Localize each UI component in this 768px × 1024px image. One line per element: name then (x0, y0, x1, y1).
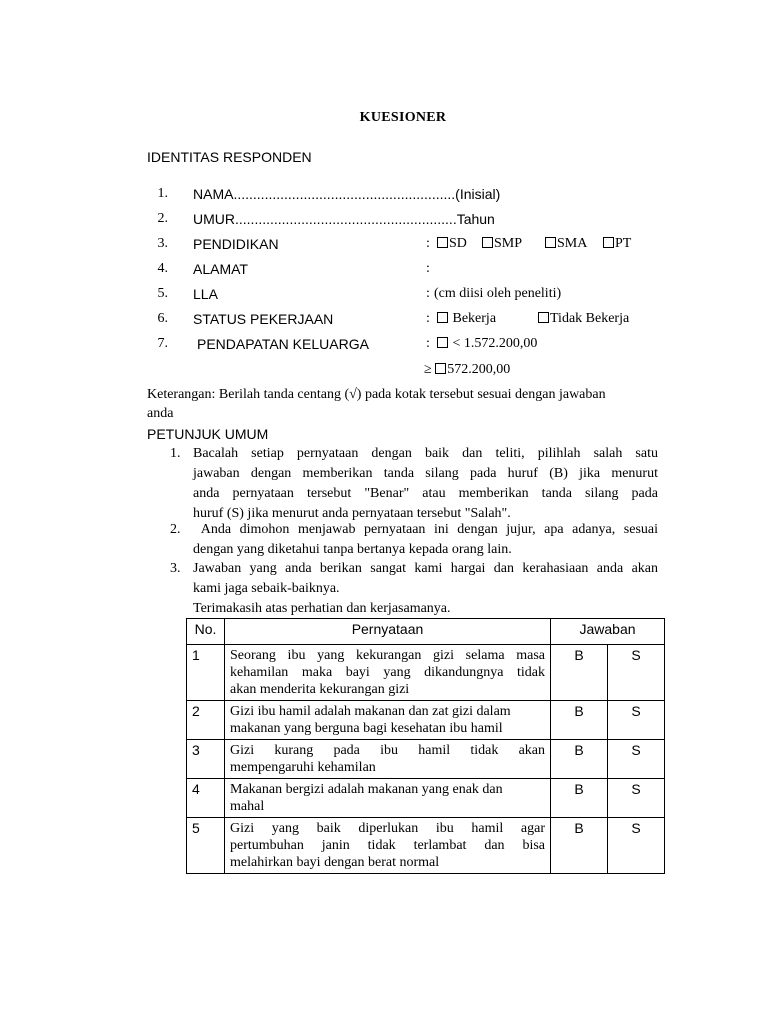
header-answer: Jawaban (551, 619, 665, 645)
answer-s[interactable]: S (608, 779, 665, 818)
checkbox-bekerja[interactable] (437, 312, 448, 323)
option-smp: SMP (494, 236, 523, 251)
header-no: No. (187, 619, 225, 645)
table-row: 1 Seorang ibu yang kekurangan gizi selama masa kehamilan maka bayi yang dikandungnya tidak akan menderita kekurangan gizi B S (187, 645, 665, 701)
option-pt: PT (615, 236, 632, 251)
header-statement: Pernyataan (225, 619, 551, 645)
statement-cell: Seorang ibu yang kekurangan gizi selama masa kehamilan maka bayi yang dikandungnya tidak akan menderita kekurangan gizi (225, 645, 551, 701)
keterangan-line-2: anda (147, 406, 174, 421)
answer-b[interactable]: B (551, 740, 608, 779)
document-title: KUESIONER (359, 110, 447, 125)
identity-heading: IDENTITAS RESPONDEN (147, 149, 312, 165)
answer-s[interactable]: S (608, 701, 665, 740)
answer-b[interactable]: B (551, 779, 608, 818)
thanks-text: Terimakasih atas perhatian dan kerjasamanya. (193, 601, 451, 616)
checkbox-sd[interactable] (437, 237, 448, 248)
checkbox-smp[interactable] (482, 237, 493, 248)
table-row: 5 Gizi yang baik diperlukan ibu hamil agar pertumbuhan janin tidak terlambat dan bisa melahirkan bayi dengan berat normal B S (187, 818, 665, 874)
statement-cell: Gizi ibu hamil adalah makanan dan zat gizi dalam makanan yang berguna bagi kesehatan ibu hamil (225, 701, 551, 740)
table-row: 4 Makanan bergizi adalah makanan yang enak dan mahal B S (187, 779, 665, 818)
option-income-low: < 1.572.200,00 (452, 336, 538, 351)
checkbox-income-high[interactable] (435, 363, 446, 374)
option-sd: SD (449, 236, 467, 251)
questionnaire-table (186, 618, 665, 874)
option-sma: SMA (557, 236, 588, 251)
petunjuk-item-1: 1. Bacalah setiap pernyataan dengan baik dan teliti, pilihlah salah satu jawaban dengan memberikan tanda silang pada huruf (B) jika menurut anda pernyataan tersebut "Benar" atau memberikan tanda silang pada huruf (S) jika menurut anda pernyataan tersebut "Salah". (170, 446, 658, 521)
option-income-high: 572.200,00 (447, 362, 511, 377)
field-pendidikan-label: PENDIDIKAN (193, 236, 279, 252)
table-header-row (187, 619, 665, 645)
table-row: 3 Gizi kurang pada ibu hamil tidak akan mempengaruhi kehamilan B S (187, 740, 665, 779)
field-alamat-label: ALAMAT (193, 261, 248, 277)
answer-b[interactable]: B (551, 645, 608, 701)
answer-b[interactable]: B (551, 701, 608, 740)
statement-cell: Gizi yang baik diperlukan ibu hamil agar pertumbuhan janin tidak terlambat dan bisa melahirkan bayi dengan berat normal (225, 818, 551, 874)
statement-cell: Makanan bergizi adalah makanan yang enak dan mahal (225, 779, 551, 818)
answer-b[interactable]: B (551, 818, 608, 874)
checkbox-income-low[interactable] (437, 337, 448, 348)
answer-s[interactable]: S (608, 645, 665, 701)
petunjuk-heading: PETUNJUK UMUM (147, 426, 269, 442)
statement-cell: Gizi kurang pada ibu hamil tidak akan mempengaruhi kehamilan (225, 740, 551, 779)
field-lla-label: LLA (193, 286, 218, 302)
keterangan-line-1: Keterangan: Berilah tanda centang (√) pada kotak tersebut sesuai dengan jawaban (147, 387, 606, 402)
field-status-label: STATUS PEKERJAAN (193, 311, 334, 327)
checkbox-pt[interactable] (603, 237, 614, 248)
petunjuk-item-2: 2. Anda dimohon menjawab pernyataan ini dengan jujur, apa adanya, sesuai dengan yang diketahui tanpa bertanya kepada orang lain. (170, 522, 658, 557)
answer-s[interactable]: S (608, 740, 665, 779)
field-nama[interactable]: NAMA.........................................................(Inisial) (193, 186, 501, 202)
field-pendapatan-label: PENDAPATAN KELUARGA (197, 336, 369, 352)
lla-note: (cm diisi oleh peneliti) (434, 286, 562, 301)
table-row: 2 Gizi ibu hamil adalah makanan dan zat gizi dalam makanan yang berguna bagi kesehatan ibu hamil B S (187, 701, 665, 740)
gte-symbol: ≥ (424, 362, 432, 377)
answer-s[interactable]: S (608, 818, 665, 874)
field-umur[interactable]: UMUR.........................................................Tahun (193, 211, 495, 227)
petunjuk-item-3: 3. Jawaban yang anda berikan sangat kami hargai dan kerahasiaan anda akan kami jaga sebaik-baiknya. Terimakasih atas perhatian dan kerjasamanya. (148, 559, 658, 619)
checkbox-tidak-bekerja[interactable] (538, 312, 549, 323)
checkbox-sma[interactable] (545, 237, 556, 248)
option-tidak-bekerja: Tidak Bekerja (550, 311, 630, 326)
option-bekerja: Bekerja (452, 311, 497, 326)
